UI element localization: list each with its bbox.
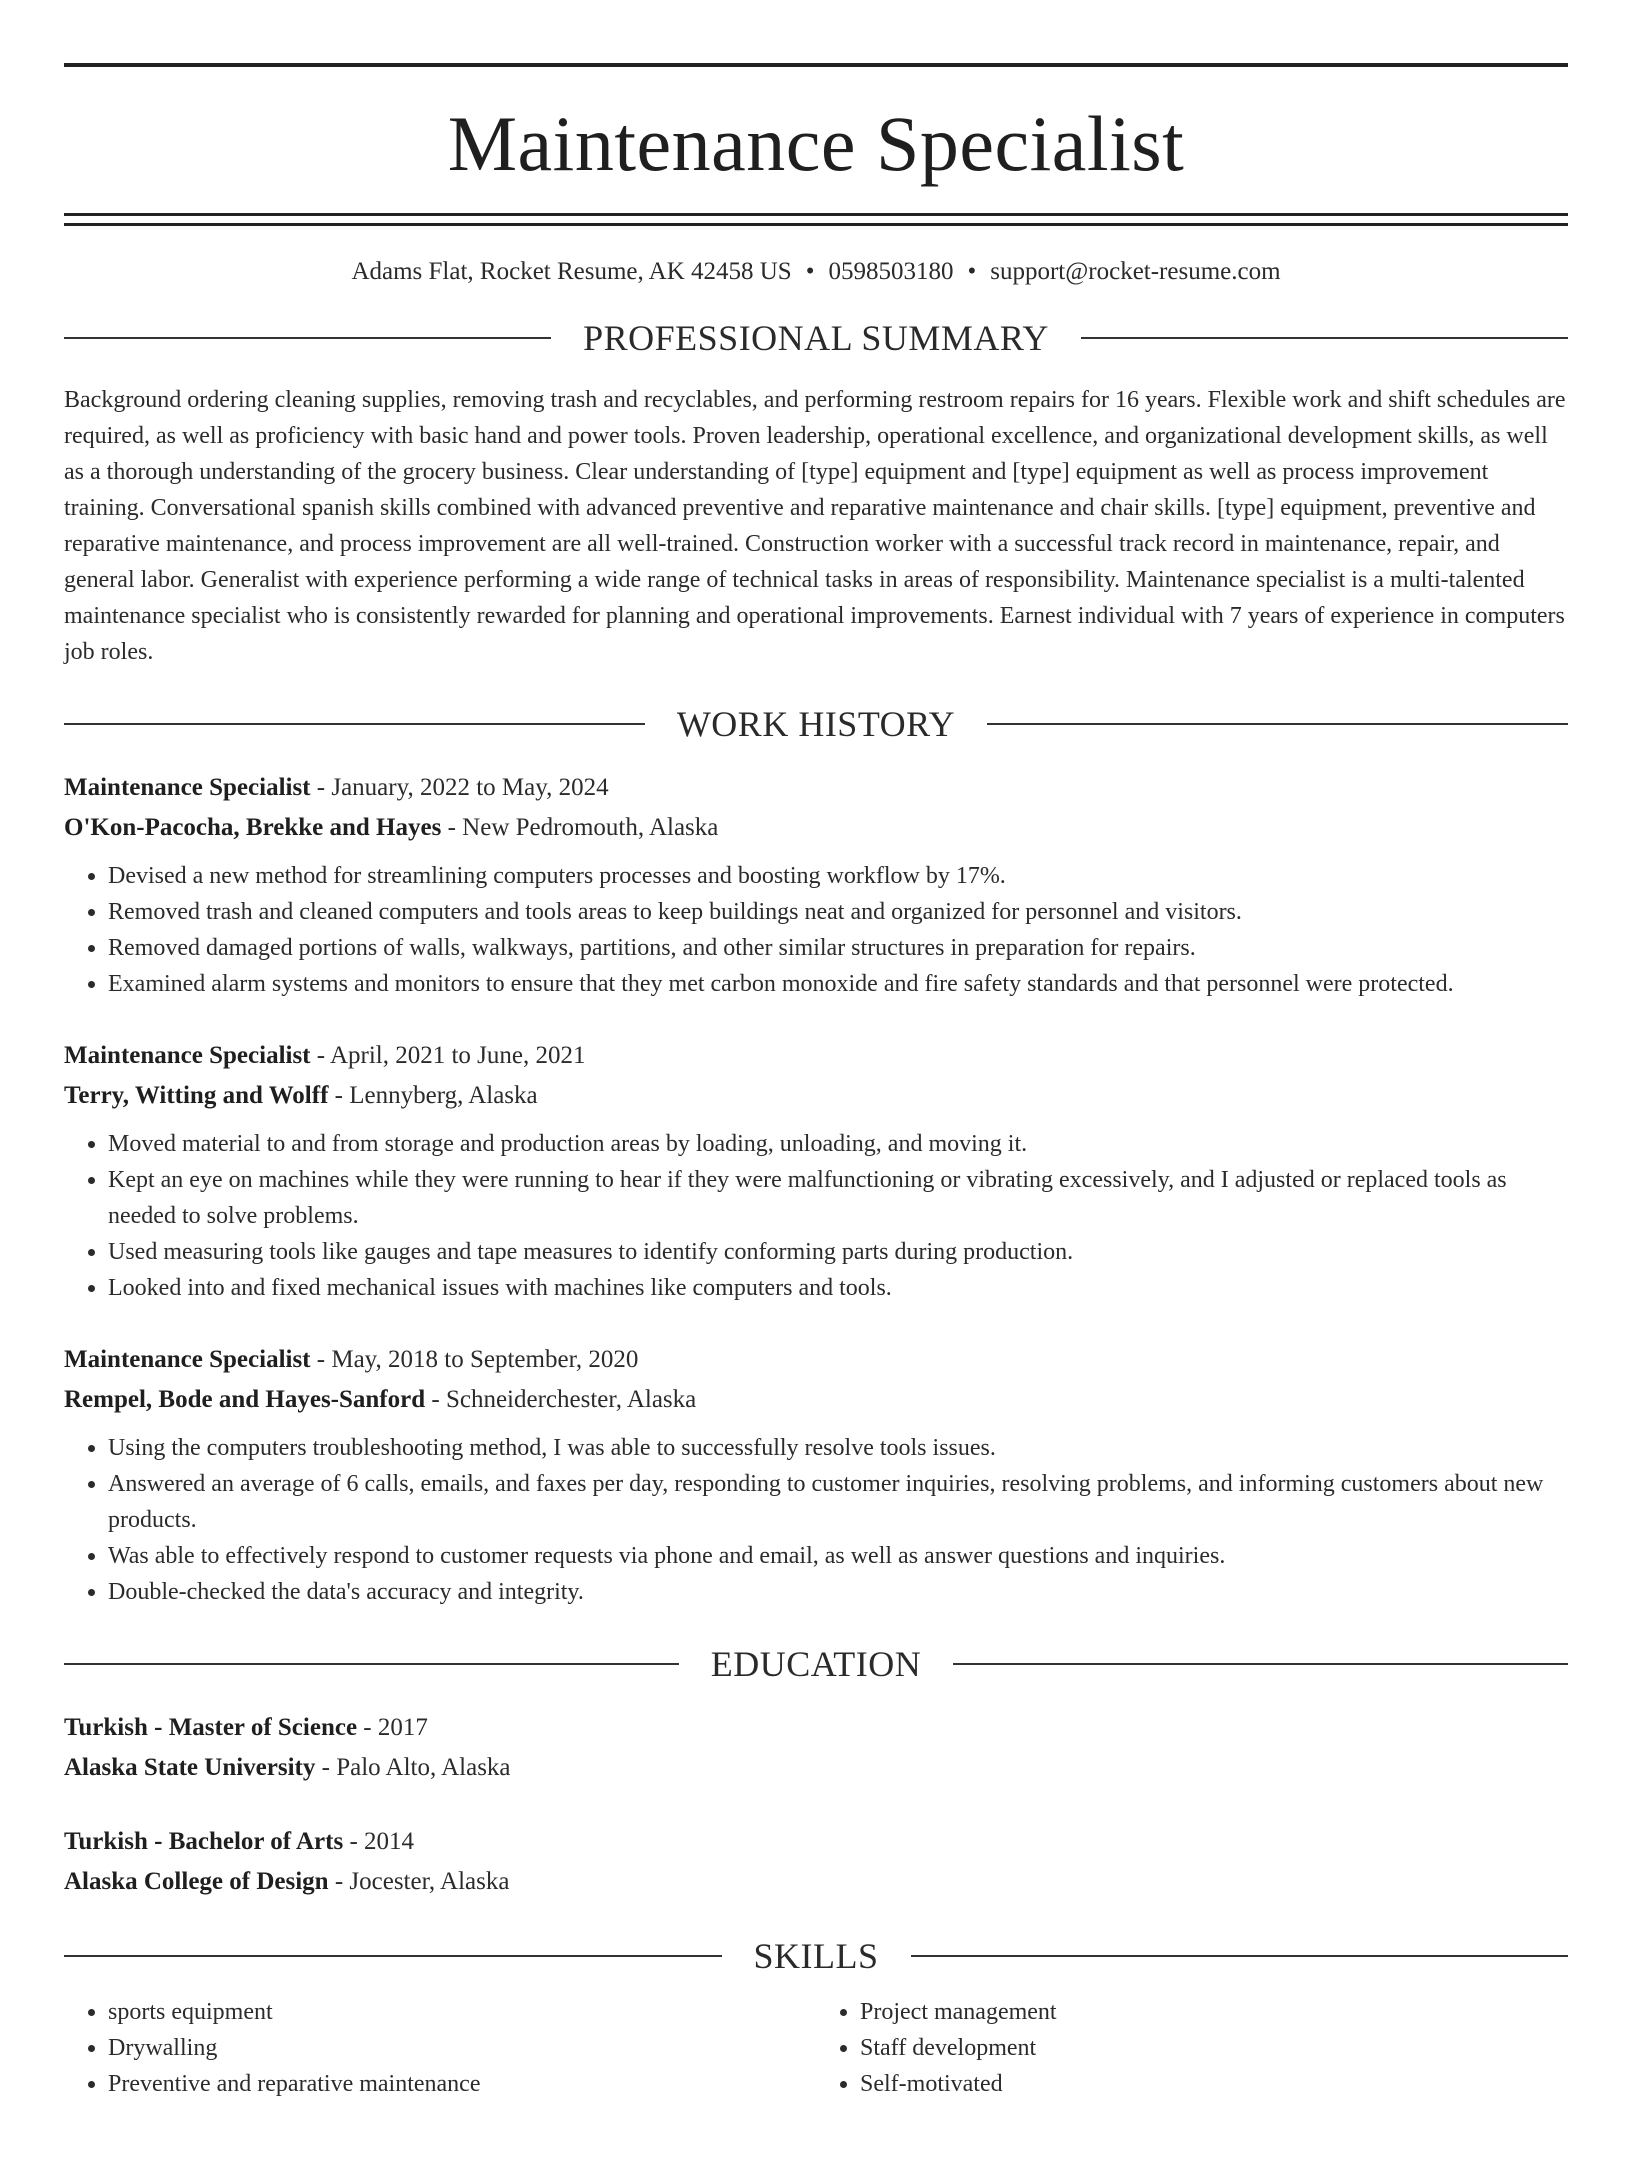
- job-entry: [64, 1340, 1568, 1610]
- list-item: • Using the computers troubleshooting method, I was able to successfully resolve tools issues.: [108, 1430, 1568, 1466]
- job-bullets: [64, 1430, 1568, 1610]
- section-heading-work: [64, 706, 1568, 742]
- section-heading-summary: [64, 320, 1568, 356]
- job-company-line: [64, 1076, 1568, 1116]
- list-item: • Answered an average of 6 calls, emails, and faxes per day, responding to customer inquiries, resolving problems, and informing customers about new products.: [108, 1466, 1568, 1538]
- heading-rule: [987, 723, 1568, 725]
- section-title: WORK HISTORY: [676, 704, 956, 744]
- contact-address: Adams Flat, Rocket Resume, AK 42458 US: [351, 258, 792, 285]
- education-location: - Jocester, Alaska: [328, 1868, 510, 1895]
- job-title-line: [64, 768, 1568, 808]
- education-degree-line: [64, 1708, 1568, 1748]
- section-heading-education: [64, 1646, 1568, 1682]
- list-item: • Kept an eye on machines while they were running to hear if they were malfunctioning or vibrating excessively, and I adjusted or replaced tools as needed to solve problems.: [108, 1162, 1568, 1234]
- list-item: • Devised a new method for streamlining computers processes and boosting workflow by 17%.: [108, 858, 1568, 894]
- heading-rule: [953, 1663, 1568, 1665]
- skill-item: • Drywalling: [108, 2030, 816, 2066]
- education-degree: Turkish - Bachelor of Arts: [64, 1828, 344, 1855]
- education-school-line: [64, 1748, 1568, 1788]
- education-entry: [64, 1822, 1568, 1902]
- job-company: Rempel, Bode and Hayes-Sanford: [64, 1386, 426, 1413]
- skill-item: • Staff development: [860, 2030, 1568, 2066]
- contact-phone[interactable]: 0598503180: [828, 258, 954, 285]
- resume-title: Maintenance Specialist: [447, 100, 1185, 187]
- heading-rule: [64, 1955, 722, 1957]
- skills-columns: [64, 1994, 1568, 2102]
- section-title: SKILLS: [753, 1936, 879, 1976]
- job-location: - Lennyberg, Alaska: [328, 1082, 538, 1109]
- education-location: - Palo Alto, Alaska: [315, 1754, 511, 1781]
- resume-page: [0, 63, 1632, 2175]
- education-entry: [64, 1708, 1568, 1788]
- education-degree: Turkish - Master of Science: [64, 1714, 358, 1741]
- job-company-line: [64, 1380, 1568, 1420]
- section-title: EDUCATION: [710, 1644, 922, 1684]
- education-year: - 2017: [357, 1714, 428, 1741]
- job-bullets: [64, 858, 1568, 1002]
- skill-item: • Preventive and reparative maintenance: [108, 2066, 816, 2102]
- skills-list-left: [64, 1994, 816, 2102]
- list-item: • Double-checked the data's accuracy and integrity.: [108, 1574, 1568, 1610]
- education-school: Alaska State University: [64, 1754, 316, 1781]
- list-item: • Examined alarm systems and monitors to ensure that they met carbon monoxide and fire safety standards and that personnel were protected.: [108, 966, 1568, 1002]
- job-bullets: [64, 1126, 1568, 1306]
- skill-item: • sports equipment: [108, 1994, 816, 2030]
- job-title-line: [64, 1036, 1568, 1076]
- heading-rule: [911, 1955, 1569, 1957]
- heading-rule: [64, 1663, 679, 1665]
- summary-text: Background ordering cleaning supplies, removing trash and recyclables, and performing restroom repairs for 16 years. Flexible work and shift schedules are required, as well as proficiency with basic hand and power tools. Proven leadership, operational excellence, and organizational development skills, as well as a thorough understanding of the grocery business. Clear understanding of [type] equipment and [type] equipment as well as process improvement training. Conversational spanish skills combined with advanced preventive and reparative maintenance and chair skills. [type] equipment, preventive and reparative maintenance, and process improvement are all well-trained. Construction worker with a successful track record in maintenance, repair, and general labor. Generalist with experience performing a wide range of technical tasks in areas of responsibility. Maintenance specialist is a multi-talented maintenance specialist who is consistently rewarded for planning and operational improvements. Earnest individual with 7 years of experience in computers job roles.: [64, 387, 1566, 665]
- list-item: • Was able to effectively respond to customer requests via phone and email, as well as answer questions and inquiries.: [108, 1538, 1568, 1574]
- list-item: • Used measuring tools like gauges and tape measures to identify conforming parts during production.: [108, 1234, 1568, 1270]
- job-entry: [64, 768, 1568, 1002]
- job-role: Maintenance Specialist: [64, 1042, 311, 1069]
- contact-separator: •: [805, 258, 815, 285]
- double-rule: [64, 213, 1568, 226]
- contact-email[interactable]: support@rocket-resume.com: [990, 258, 1281, 285]
- list-item: • Removed trash and cleaned computers and tools areas to keep buildings neat and organized for personnel and visitors.: [108, 894, 1568, 930]
- skill-item: • Project management: [860, 1994, 1568, 2030]
- heading-rule: [64, 337, 551, 339]
- education-year: - 2014: [343, 1828, 415, 1855]
- job-company: Terry, Witting and Wolff: [64, 1082, 329, 1109]
- education-school-line: [64, 1862, 1568, 1902]
- job-title-line: [64, 1340, 1568, 1380]
- list-item: • Removed damaged portions of walls, walkways, partitions, and other similar structures in preparation for repairs.: [108, 930, 1568, 966]
- contact-separator: •: [967, 258, 977, 285]
- job-role: Maintenance Specialist: [64, 774, 311, 801]
- skills-list-right: [816, 1994, 1568, 2102]
- list-item: • Moved material to and from storage and production areas by loading, unloading, and moving it.: [108, 1126, 1568, 1162]
- job-location: - Schneiderchester, Alaska: [425, 1386, 697, 1413]
- section-title: PROFESSIONAL SUMMARY: [583, 318, 1049, 358]
- contact-line: [64, 259, 1568, 284]
- education-school: Alaska College of Design: [64, 1868, 329, 1895]
- job-company-line: [64, 808, 1568, 848]
- job-entry: [64, 1036, 1568, 1306]
- job-dates: - April, 2021 to June, 2021: [310, 1042, 586, 1069]
- job-location: - New Pedromouth, Alaska: [441, 814, 719, 841]
- job-dates: - May, 2018 to September, 2020: [310, 1346, 639, 1373]
- job-role: Maintenance Specialist: [64, 1346, 311, 1373]
- list-item: • Looked into and fixed mechanical issues with machines like computers and tools.: [108, 1270, 1568, 1306]
- section-heading-skills: [64, 1938, 1568, 1974]
- education-degree-line: [64, 1822, 1568, 1862]
- job-dates: - January, 2022 to May, 2024: [310, 774, 609, 801]
- heading-rule: [1081, 337, 1568, 339]
- job-company: O'Kon-Pacocha, Brekke and Hayes: [64, 814, 442, 841]
- skill-item: • Self-motivated: [860, 2066, 1568, 2102]
- top-rule: [64, 63, 1568, 67]
- heading-rule: [64, 723, 645, 725]
